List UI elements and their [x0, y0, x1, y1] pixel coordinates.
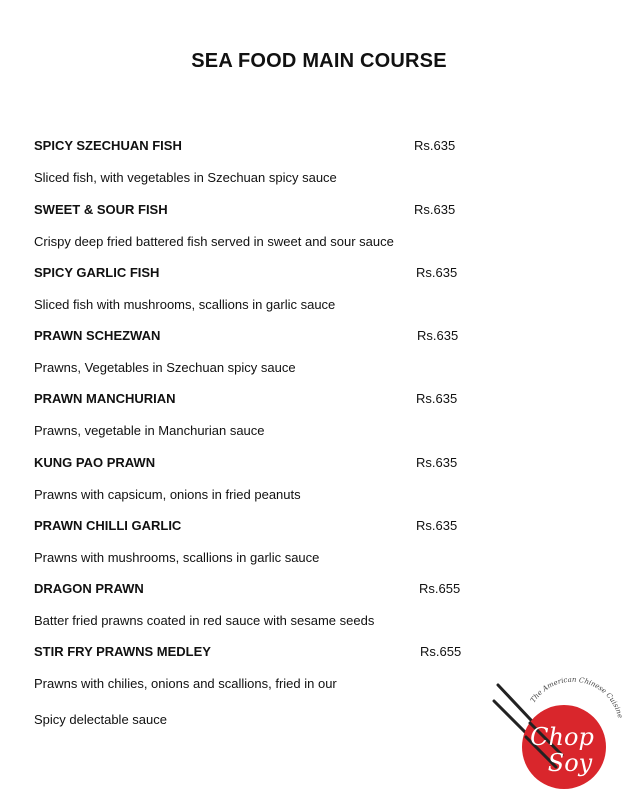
- item-price: Rs.655: [419, 581, 461, 596]
- item-price: Rs.635: [416, 518, 458, 533]
- item-description: Prawns with mushrooms, scallions in garlic sauce: [34, 550, 320, 565]
- item-description: Prawns, vegetable in Manchurian sauce: [34, 423, 265, 438]
- item-price: Rs.655: [420, 644, 462, 659]
- logo-text-soy: Soy: [547, 749, 593, 777]
- logo-tagline: The American Chinese Cuisine: [529, 675, 625, 719]
- item-description-continued: Spicy delectable sauce: [34, 712, 167, 727]
- item-description: Prawns with chilies, onions and scallions, fried in our: [34, 676, 337, 691]
- item-description: Sliced fish, with vegetables in Szechuan spicy sauce: [34, 170, 337, 185]
- item-name: PRAWN MANCHURIAN: [34, 391, 176, 406]
- item-price: Rs.635: [417, 328, 459, 343]
- item-description: Prawns, Vegetables in Szechuan spicy sauce: [34, 360, 296, 375]
- item-name: STIR FRY PRAWNS MEDLEY: [34, 644, 211, 659]
- item-name: SWEET & SOUR FISH: [34, 202, 168, 217]
- item-price: Rs.635: [414, 138, 456, 153]
- item-price: Rs.635: [416, 455, 458, 470]
- logo-text-chop: Chop: [530, 723, 594, 751]
- item-description: Crispy deep fried battered fish served in sweet and sour sauce: [34, 234, 394, 249]
- page-title: SEA FOOD MAIN COURSE: [191, 50, 447, 72]
- chop-soy-logo: [490, 665, 630, 795]
- item-price: Rs.635: [416, 265, 458, 280]
- item-name: KUNG PAO PRAWN: [34, 455, 156, 470]
- item-name: SPICY SZECHUAN FISH: [34, 138, 182, 153]
- item-description: Batter fried prawns coated in red sauce with sesame seeds: [34, 613, 375, 628]
- item-price: Rs.635: [416, 391, 458, 406]
- item-name: PRAWN CHILLI GARLIC: [34, 518, 182, 533]
- item-name: SPICY GARLIC FISH: [34, 265, 160, 280]
- item-description: Prawns with capsicum, onions in fried peanuts: [34, 487, 301, 502]
- item-name: DRAGON PRAWN: [34, 581, 144, 596]
- item-description: Sliced fish with mushrooms, scallions in garlic sauce: [34, 297, 336, 312]
- item-name: PRAWN SCHEZWAN: [34, 328, 161, 343]
- item-price: Rs.635: [414, 202, 456, 217]
